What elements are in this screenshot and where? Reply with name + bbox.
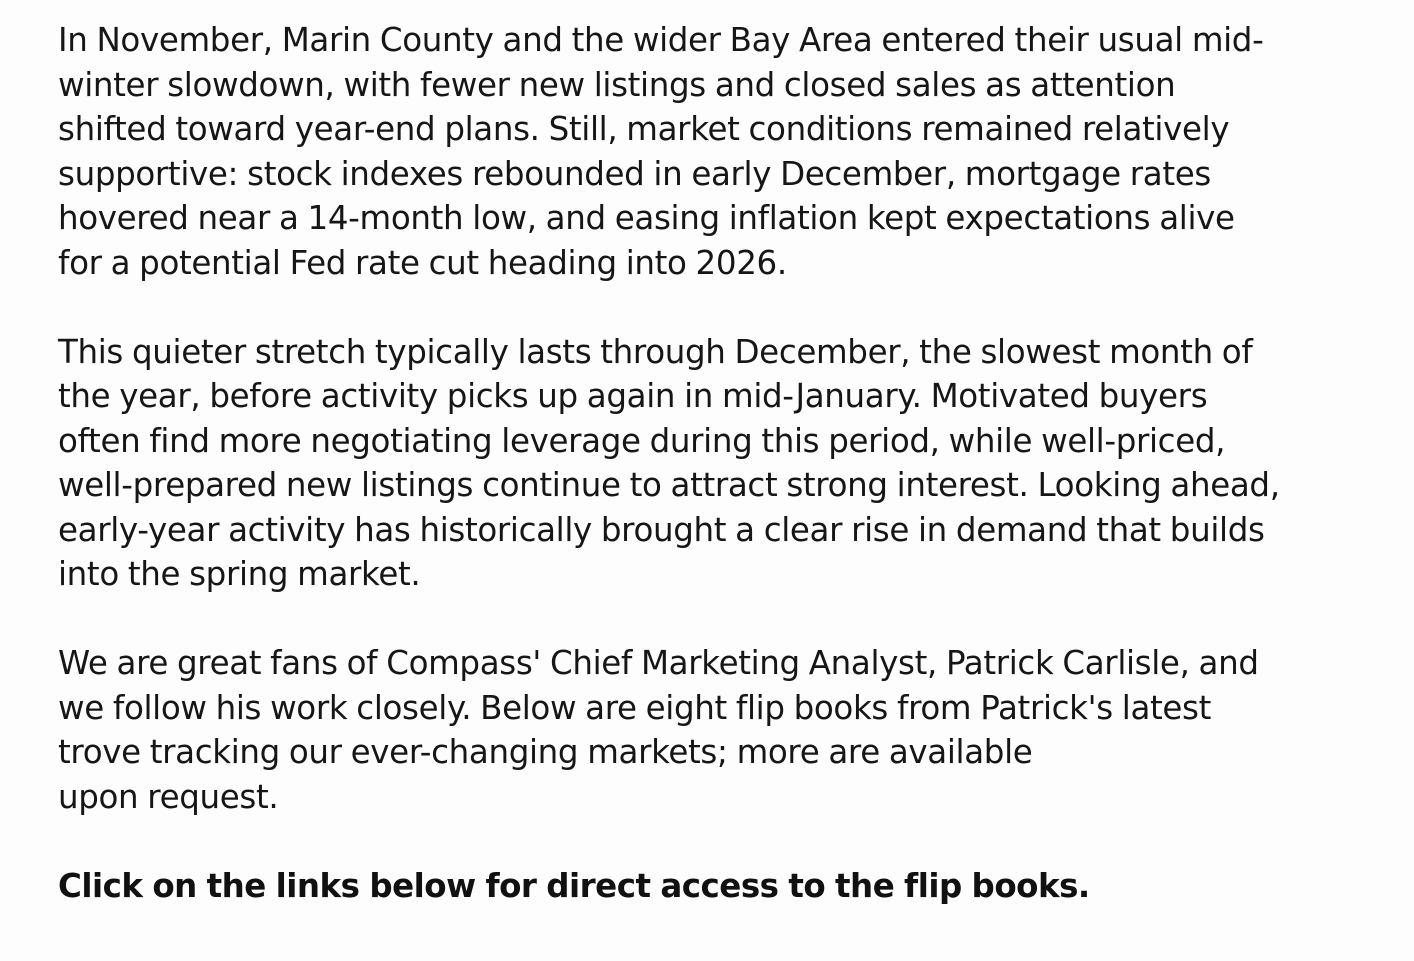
paragraph-line: hovered near a 14-month low, and easing inflation kept expectations alive [58,199,1235,237]
paragraph-flip-books-intro [58,641,1358,819]
paragraph-quiet-stretch [58,330,1358,597]
flip-books-call-to-action: Click on the links below for direct access to the flip books. [58,866,1090,905]
paragraph-line: early-year activity has historically brought a clear rise in demand that builds [58,510,1265,549]
paragraph-line: upon request. [58,777,279,816]
paragraph-line: often find more negotiating leverage during this period, while well-priced, [58,421,1226,460]
paragraph-line: supportive: stock indexes rebounded in early December, mortgage rates [58,154,1211,193]
article-body [58,18,1358,908]
paragraph-line: trove tracking our ever-changing markets; more are available [58,733,1033,771]
paragraph-line: In November, Marin County and the wider Bay Area entered their usual mid- [58,21,1264,59]
paragraph-line: shifted toward year-end plans. Still, market conditions remained relatively [58,110,1230,148]
paragraph-line: We are great fans of Compass' Chief Marketing Analyst, Patrick Carlisle, and [58,644,1259,682]
paragraph-line: the year, before activity picks up again in mid-January. Motivated buyers [58,377,1208,415]
paragraph-line: well-prepared new listings continue to attract strong interest. Looking ahead, [58,466,1280,504]
paragraph-line: into the spring market. [58,555,421,593]
paragraph-market-slowdown [58,18,1358,285]
paragraph-line: This quieter stretch typically lasts through December, the slowest month of [58,332,1253,371]
paragraph-line: for a potential Fed rate cut heading into 2026. [58,243,787,282]
paragraph-line: we follow his work closely. Below are eight flip books from Patrick's latest [58,688,1212,727]
paragraph-line: winter slowdown, with fewer new listings and closed sales as attention [58,65,1176,104]
